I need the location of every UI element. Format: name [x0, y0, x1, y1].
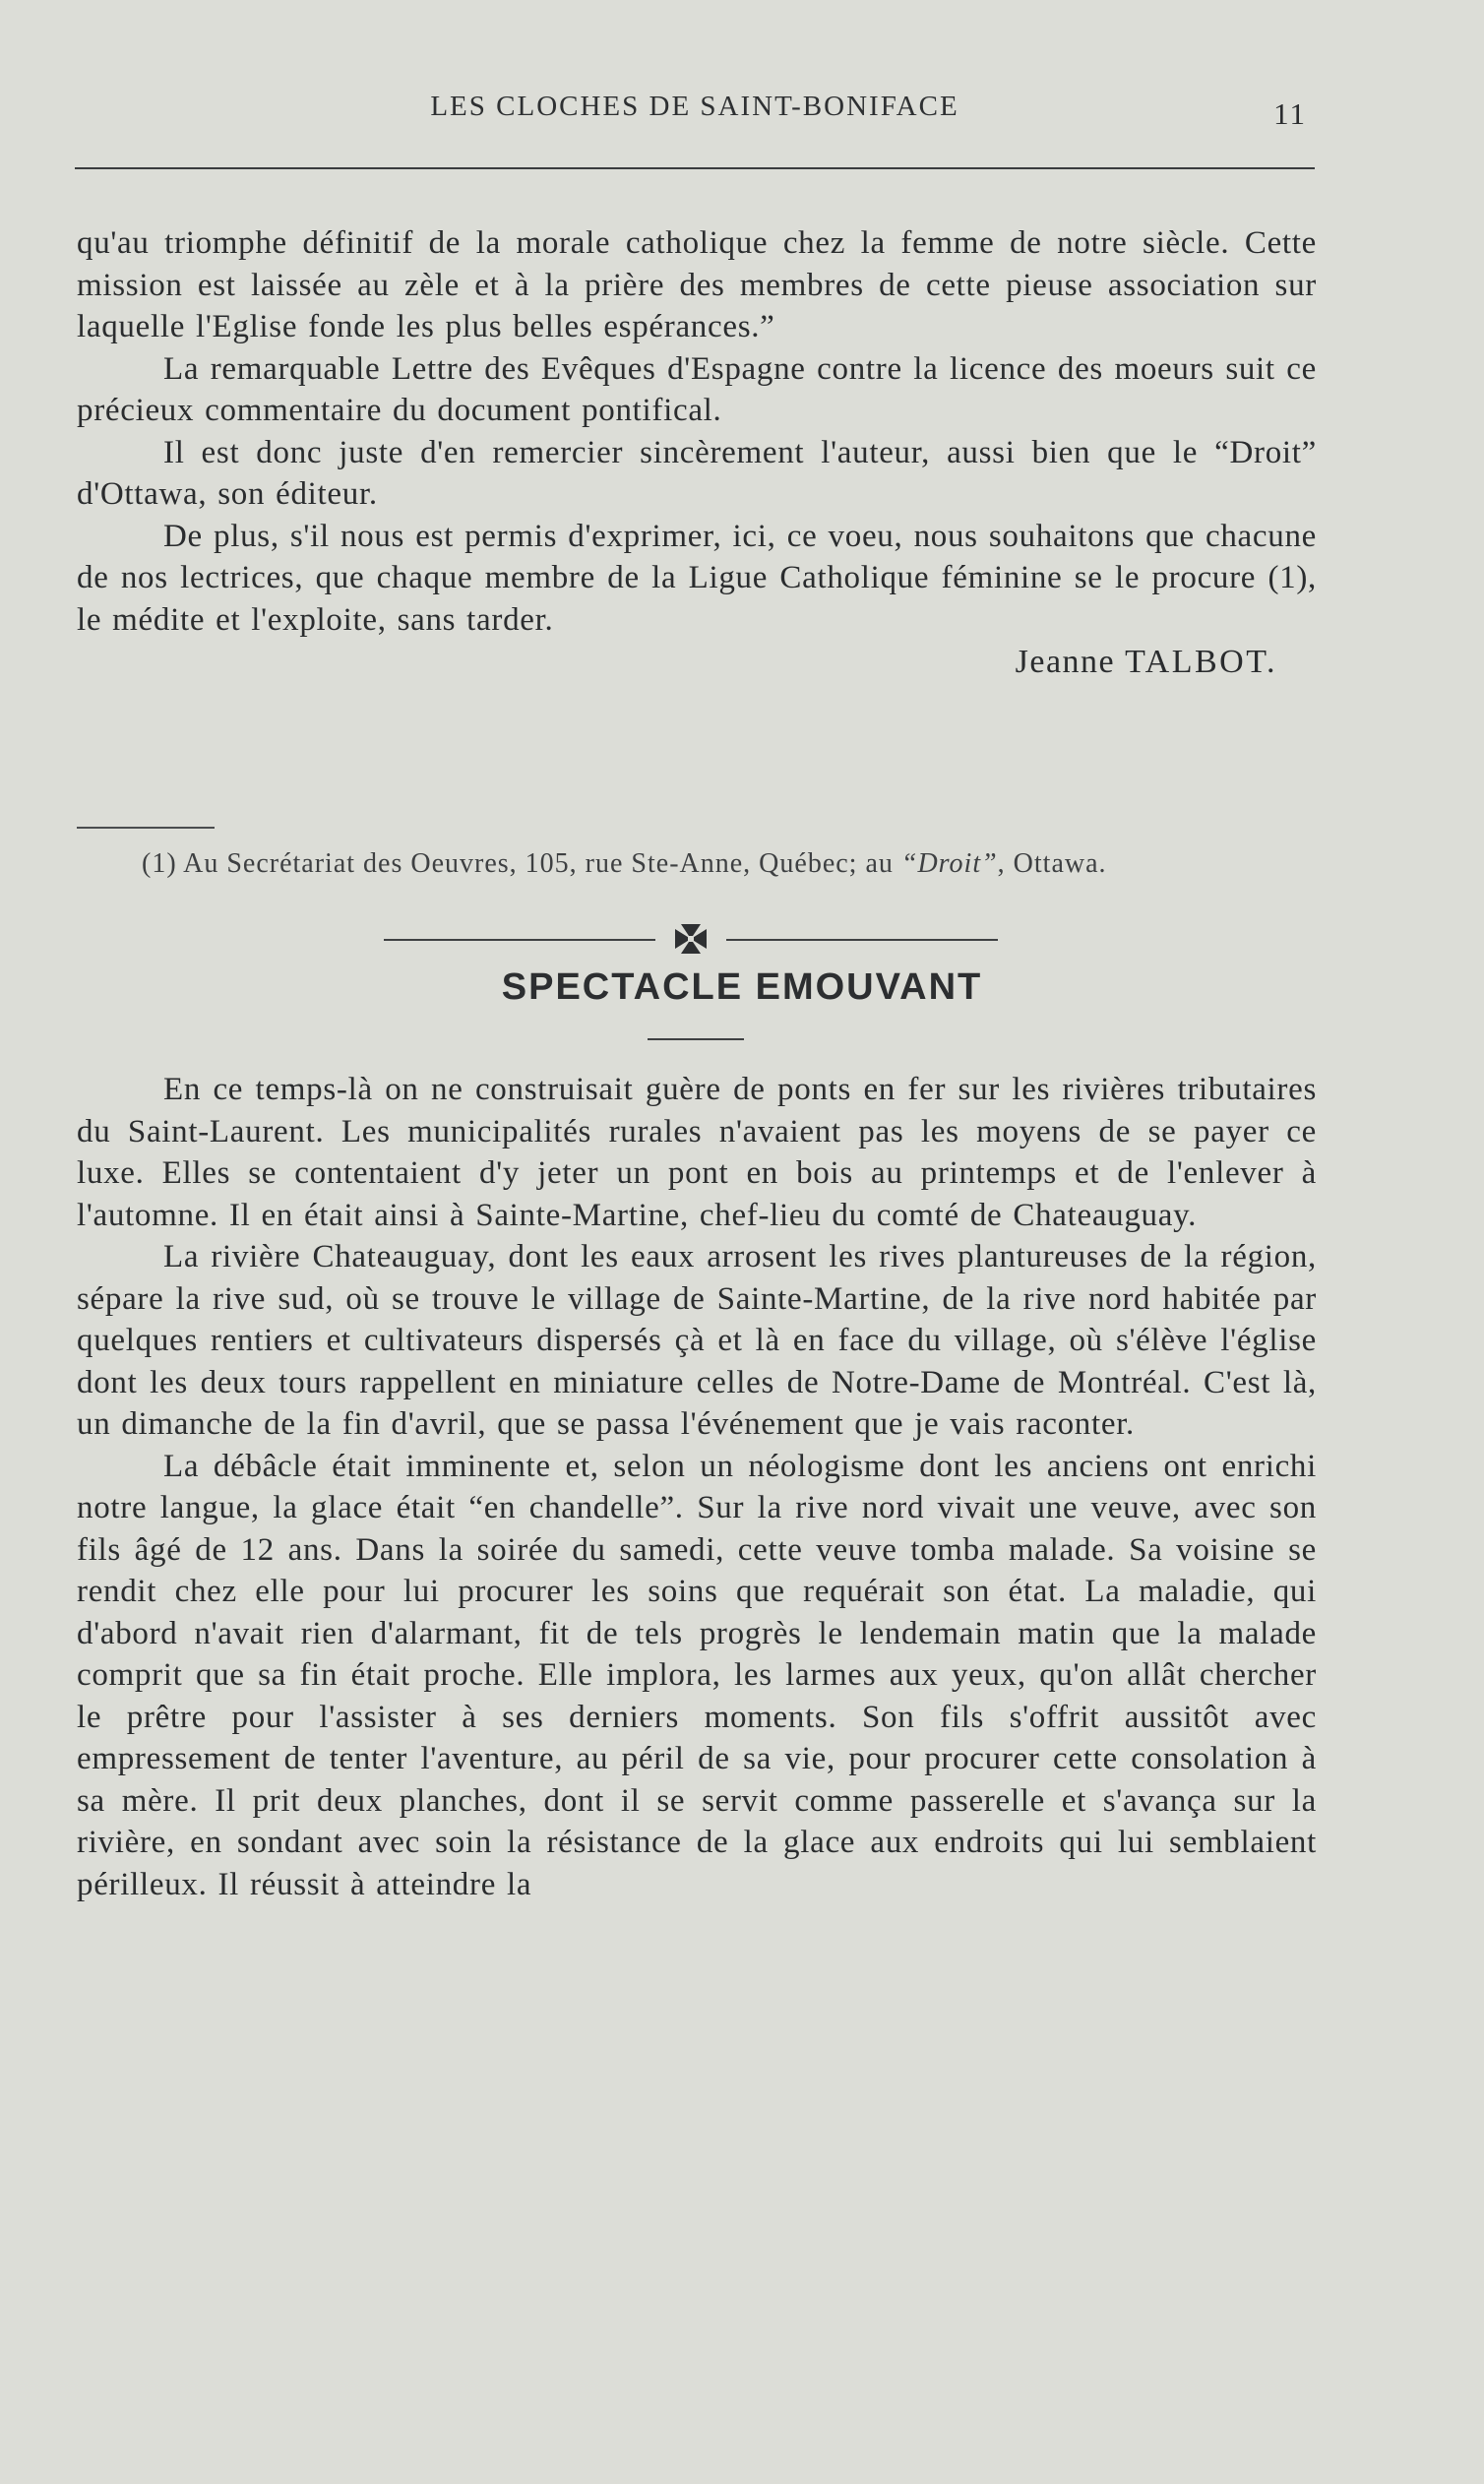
maltese-cross-icon — [673, 922, 709, 956]
footnote-rule — [77, 827, 215, 829]
running-head — [75, 91, 1315, 130]
paragraph: De plus, s'il nous est permis d'exprimer, ici, ce voeu, nous souhaitons que chacune de nos lectrices, que chaque membre de la Ligue Catholique féminine se le procure (1), le médite et l'exploite, sans tarder. — [77, 518, 1317, 638]
header-rule — [75, 167, 1315, 169]
footnote — [77, 846, 1317, 882]
signature-first-name: Jeanne — [1015, 644, 1116, 680]
paragraph: La débâcle était imminente et, selon un néologisme dont les anciens ont enrichi notre langue, la glace était “en chandelle”. Sur la rive nord vivait une veuve, avec son fils âgé de 12 ans. Dans la soirée du samedi, cette veuve tomba malade. Sa voisine se rendit chez elle pour lui procurer les soins que requérait son état. La maladie, qui d'abord n'avait rien d'alarmant, fit de tels progrès le lendemain matin que la malade comprit que sa fin était proche. Elle implora, les larmes aux yeux, qu'on allât chercher le prêtre pour l'assister à ses derniers moments. Son fils s'offrit aussitôt avec empressement de tenter l'aventure, au péril de sa vie, pour procurer cette consolation à sa mère. Il prit deux planches, dont il se servit comme passerelle et s'avança sur la rivière, en sondant avec soin la résistance de la glace aux endroits qui lui semblaient périlleux. Il réussit à atteindre la — [77, 1448, 1317, 1902]
article-continuation — [77, 222, 1317, 684]
signature-last-name: TALBOT. — [1125, 644, 1277, 680]
footnote-tail: , Ottawa. — [997, 848, 1107, 879]
author-signature — [77, 641, 1317, 684]
ornament-line-left — [384, 939, 655, 941]
section-body — [77, 1069, 1317, 1905]
footnote-marker: (1) — [142, 848, 177, 879]
page-number: 11 — [1273, 96, 1307, 131]
title-rule — [648, 1038, 744, 1040]
paragraph: Il est donc juste d'en remercier sincèrement l'auteur, aussi bien que le “Droit” d'Ottawa, son éditeur. — [77, 434, 1317, 512]
paragraph: La rivière Chateauguay, dont les eaux arrosent les rives plantureuses de la région, sépare la rive sud, où se trouve le village de Sainte-Martine, de la rive nord habitée par quelques rentiers et cultivateurs dispersés çà et là en face du village, où s'élève l'église dont les deux tours rappellent en miniature celles de Notre-Dame de Montréal. C'est là, un dimanche de la fin d'avril, que se passa l'événement que je vais raconter. — [77, 1239, 1317, 1442]
paragraph: qu'au triomphe définitif de la morale catholique chez la femme de notre siècle. Cette mission est laissée au zèle et à la prière des membres de cette pieuse association sur laquelle l'Eglise fonde les plus belles espérances.” — [77, 225, 1317, 344]
ornament-line-right — [726, 939, 998, 941]
footnote-text: Au Secrétariat des Oeuvres, 105, rue Ste-Anne, Québec; au — [183, 848, 894, 879]
section-title: SPECTACLE EMOUVANT — [501, 966, 983, 1008]
paragraph: La remarquable Lettre des Evêques d'Espagne contre la licence des moeurs suit ce précieux commentaire du document pontifical. — [77, 350, 1317, 428]
paragraph: En ce temps-là on ne construisait guère de ponts en fer sur les rivières tributaires du Saint-Laurent. Les municipalités rurales n'avaient pas les moyens de se payer ce luxe. Elles se contentaient d'y jeter un pont en bois au printemps et de l'enlever à l'automne. Il en était ainsi à Sainte-Martine, chef-lieu du comté de Chateauguay. — [77, 1072, 1317, 1233]
running-title: LES CLOCHES DE SAINT-BONIFACE — [430, 91, 959, 122]
footnote-italic: “Droit” — [900, 848, 998, 879]
section-ornament — [384, 922, 998, 956]
